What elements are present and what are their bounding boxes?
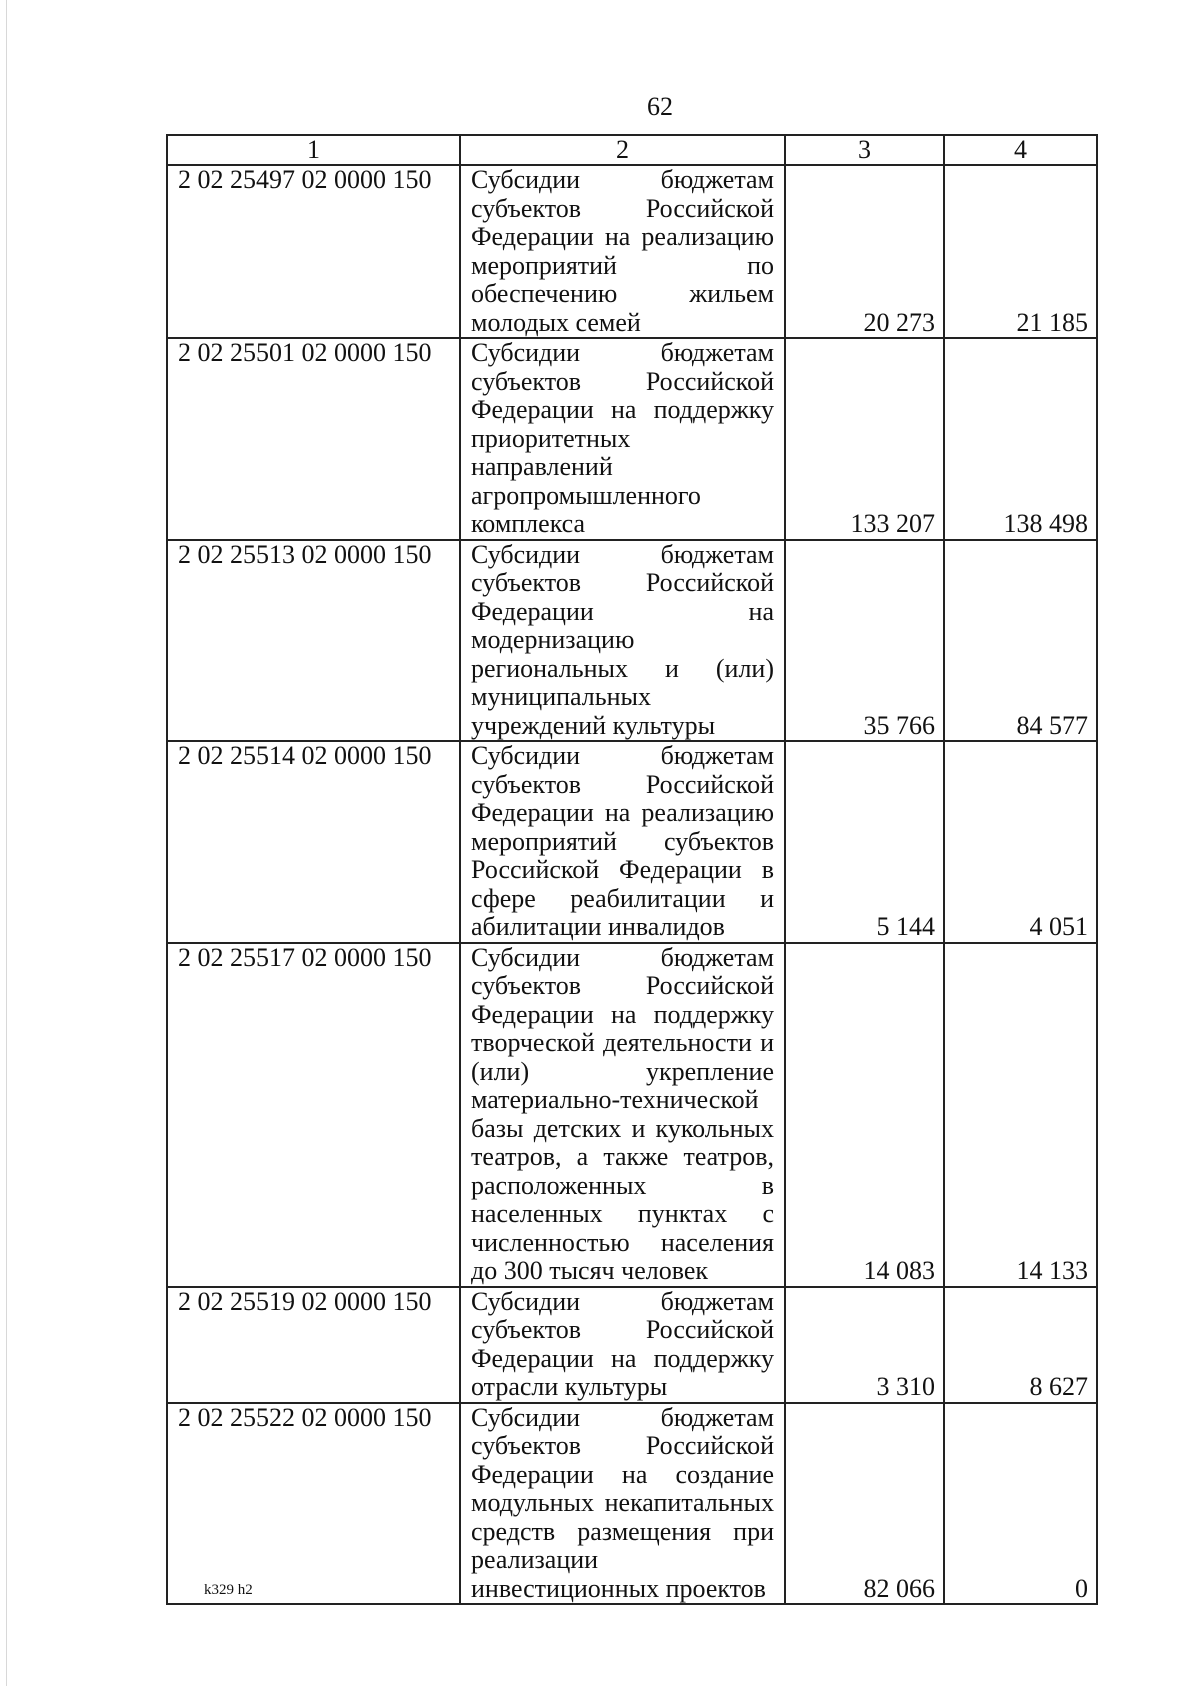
row-code: 2 02 25501 02 0000 150 bbox=[167, 338, 460, 540]
row-name: Субсидии бюджетам субъектов Российской Федерации на поддержку творческой деятельности и (или) укрепление материально-технической базы детских и кукольных театров, а также театров, расположенных в населенных пунктах с численностью населения до 300 тысяч человек bbox=[460, 943, 785, 1287]
table-header-row bbox=[167, 135, 1097, 165]
row-name: Субсидии бюджетам субъектов Российской Федерации на реализацию мероприятий субъектов Российской Федерации в сфере реабилитации и абилитации инвалидов bbox=[460, 741, 785, 943]
header-col-3: 3 bbox=[785, 135, 944, 165]
row-value-col3: 20 273 bbox=[785, 165, 944, 338]
row-value-col4: 138 498 bbox=[944, 338, 1097, 540]
document-footer-code: k329 h2 bbox=[204, 1582, 253, 1598]
table-row bbox=[167, 540, 1097, 742]
row-value-col3: 35 766 bbox=[785, 540, 944, 742]
scan-edge-line bbox=[6, 0, 7, 1686]
row-value-col4: 0 bbox=[944, 1403, 1097, 1605]
row-code: 2 02 25514 02 0000 150 bbox=[167, 741, 460, 943]
budget-table bbox=[166, 134, 1098, 1605]
header-col-1: 1 bbox=[167, 135, 460, 165]
table-row bbox=[167, 165, 1097, 338]
row-name: Субсидии бюджетам субъектов Российской Федерации на модернизацию региональных и (или) муниципальных учреждений культуры bbox=[460, 540, 785, 742]
row-code: 2 02 25513 02 0000 150 bbox=[167, 540, 460, 742]
row-name: Субсидии бюджетам субъектов Российской Федерации на поддержку отрасли культуры bbox=[460, 1287, 785, 1403]
table-row bbox=[167, 1403, 1097, 1605]
row-value-col4: 4 051 bbox=[944, 741, 1097, 943]
table-row bbox=[167, 1287, 1097, 1403]
row-value-col3: 133 207 bbox=[785, 338, 944, 540]
row-code: 2 02 25497 02 0000 150 bbox=[167, 165, 460, 338]
table-row bbox=[167, 741, 1097, 943]
header-col-4: 4 bbox=[944, 135, 1097, 165]
row-code: 2 02 25519 02 0000 150 bbox=[167, 1287, 460, 1403]
row-value-col4: 84 577 bbox=[944, 540, 1097, 742]
row-code: 2 02 25517 02 0000 150 bbox=[167, 943, 460, 1287]
row-code: 2 02 25522 02 0000 150 bbox=[167, 1403, 460, 1605]
row-value-col3: 14 083 bbox=[785, 943, 944, 1287]
header-col-2: 2 bbox=[460, 135, 785, 165]
row-name: Субсидии бюджетам субъектов Российской Федерации на реализацию мероприятий по обеспечению жильем молодых семей bbox=[460, 165, 785, 338]
row-value-col3: 3 310 bbox=[785, 1287, 944, 1403]
row-value-col3: 5 144 bbox=[785, 741, 944, 943]
row-value-col3: 82 066 bbox=[785, 1403, 944, 1605]
table-row bbox=[167, 943, 1097, 1287]
page-number: 62 bbox=[647, 92, 673, 121]
row-name: Субсидии бюджетам субъектов Российской Федерации на создание модульных некапитальных средств размещения при реализации инвестиционных проектов bbox=[460, 1403, 785, 1605]
table-row bbox=[167, 338, 1097, 540]
row-value-col4: 14 133 bbox=[944, 943, 1097, 1287]
row-name: Субсидии бюджетам субъектов Российской Федерации на поддержку приоритетных направлений агропромышленного комплекса bbox=[460, 338, 785, 540]
row-value-col4: 8 627 bbox=[944, 1287, 1097, 1403]
row-value-col4: 21 185 bbox=[944, 165, 1097, 338]
